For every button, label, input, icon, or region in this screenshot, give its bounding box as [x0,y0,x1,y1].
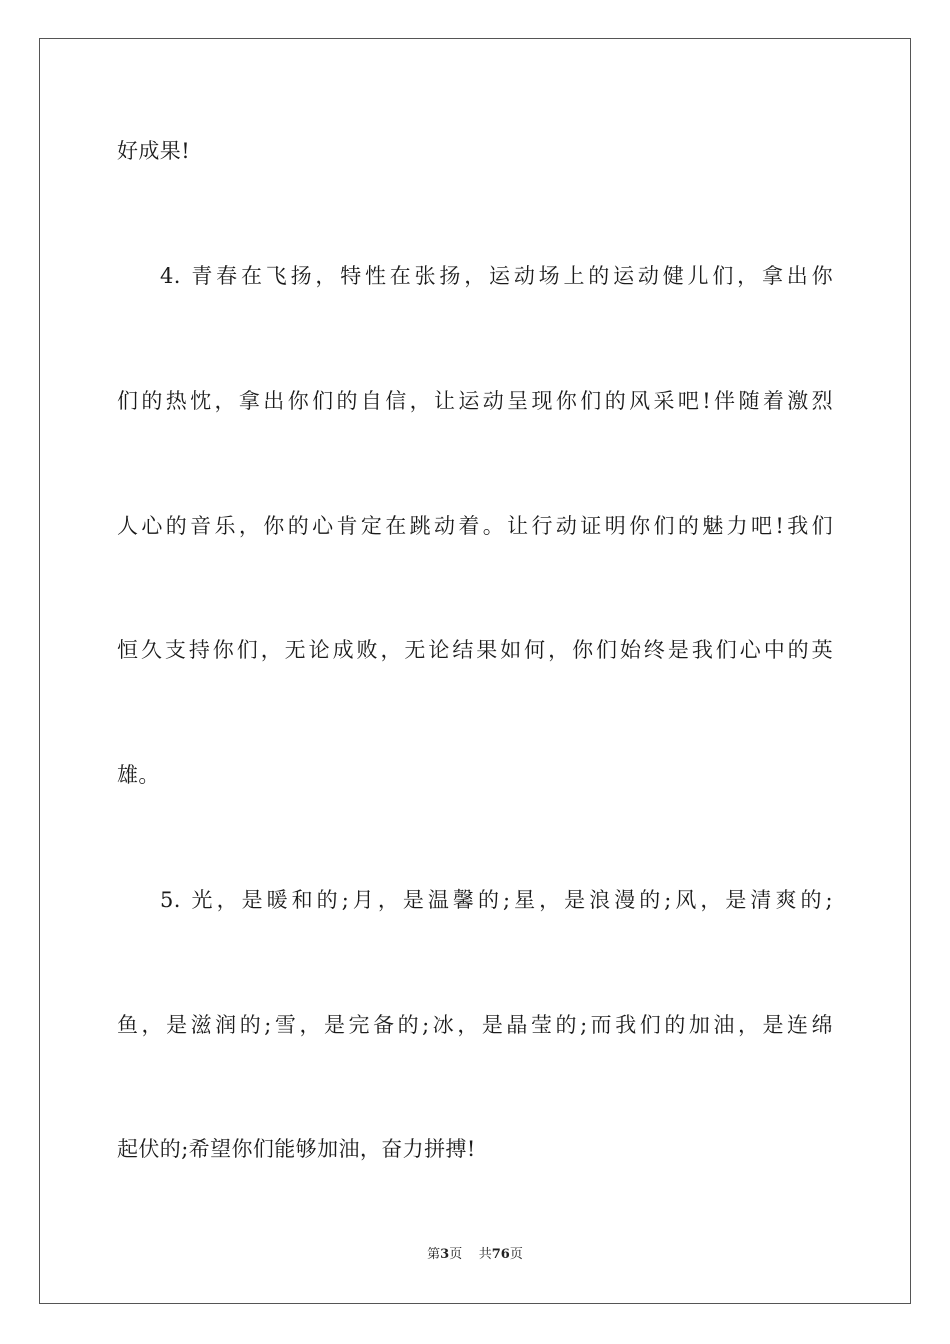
footer-total-prefix: 共 [478,1247,492,1262]
footer-page-suffix: 页 [449,1247,463,1262]
page-footer [0,1246,950,1264]
text-line-4: 人心的音乐，你的心肯定在跳动着。让行动证明你们的魅力吧!我们 [117,514,833,538]
text-line-7: 5. 光，是暖和的;月，是温馨的;星，是浪漫的;风，是清爽的; [160,888,833,912]
footer-page-number: 3 [440,1247,450,1262]
text-line-3: 们的热忱，拿出你们的自信，让运动呈现你们的风采吧!伴随着激烈 [117,389,833,413]
text-line-5: 恒久支持你们，无论成败，无论结果如何，你们始终是我们心中的英 [117,638,833,662]
text-line-6: 雄。 [117,763,160,787]
page-border [39,38,911,1304]
footer-total-suffix: 页 [509,1247,523,1262]
text-line-9: 起伏的;希望你们能够加油，奋力拼搏! [117,1137,476,1161]
text-line-1: 好成果! [117,139,191,163]
text-line-8: 鱼，是滋润的;雪，是完备的;冰，是晶莹的;而我们的加油，是连绵 [117,1013,833,1037]
text-line-2: 4. 青春在飞扬，特性在张扬，运动场上的运动健儿们，拿出你 [160,264,833,288]
footer-page-prefix: 第 [427,1247,441,1262]
footer-total-pages: 76 [491,1247,510,1262]
